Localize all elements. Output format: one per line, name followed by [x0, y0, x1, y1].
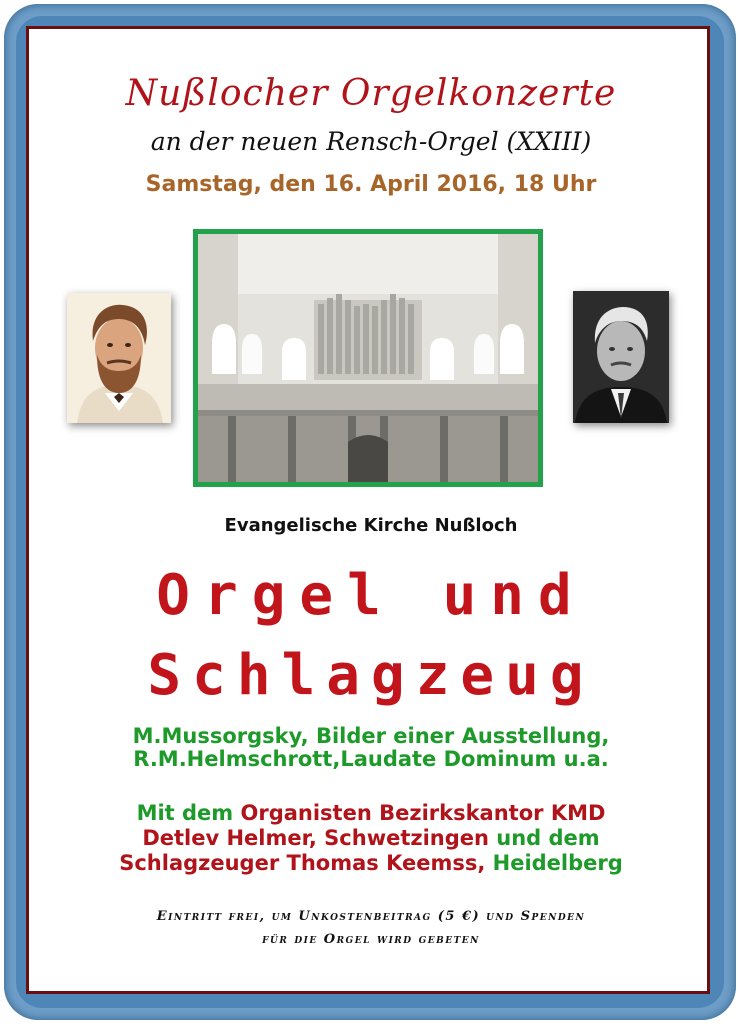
performers-line-1-part-b: Organisten Bezirkskantor KMD — [240, 801, 606, 825]
performers-line-3-part-b: Heidelberg — [492, 851, 623, 875]
admission-note-line-2: für die Orgel wird gebeten — [262, 932, 480, 947]
organist-portrait — [573, 291, 669, 423]
performers-line-2-part-a: Detlev Helmer, Schwetzingen — [142, 826, 497, 850]
program-line-2: R.M.Helmschrott,Laudate Dominum u.a. — [133, 747, 609, 771]
composer-portrait — [67, 293, 171, 423]
poster-page — [26, 26, 710, 994]
performers-line-1 — [29, 801, 713, 825]
concert-date: Samstag, den 16. April 2016, 18 Uhr — [145, 172, 597, 197]
church-interior-photo — [193, 229, 543, 487]
admission-note-line-1: Eintritt frei, um Unkostenbeitrag (5 €) und Spenden — [156, 909, 586, 924]
performers-line-2 — [29, 826, 713, 850]
program-line-1: M.Mussorgsky, Bilder einer Ausstellung, — [132, 724, 610, 748]
venue-name: Evangelische Kirche Nußloch — [224, 515, 518, 536]
performers-line-2-part-b: und dem — [496, 826, 600, 850]
performers-line-1-part-a: Mit dem — [136, 801, 241, 825]
performers-line-3-part-a: Schlagzeuger Thomas Keemss, — [119, 851, 493, 875]
performers-line-3 — [29, 851, 713, 875]
headline-line-2: Schlagzeug — [147, 643, 595, 708]
poster-subtitle: an der neuen Rensch-Orgel (XXIII) — [150, 127, 592, 156]
headline-line-1: Orgel und — [156, 563, 586, 628]
poster-title: Nußlocher Orgelkonzerte — [125, 73, 617, 114]
